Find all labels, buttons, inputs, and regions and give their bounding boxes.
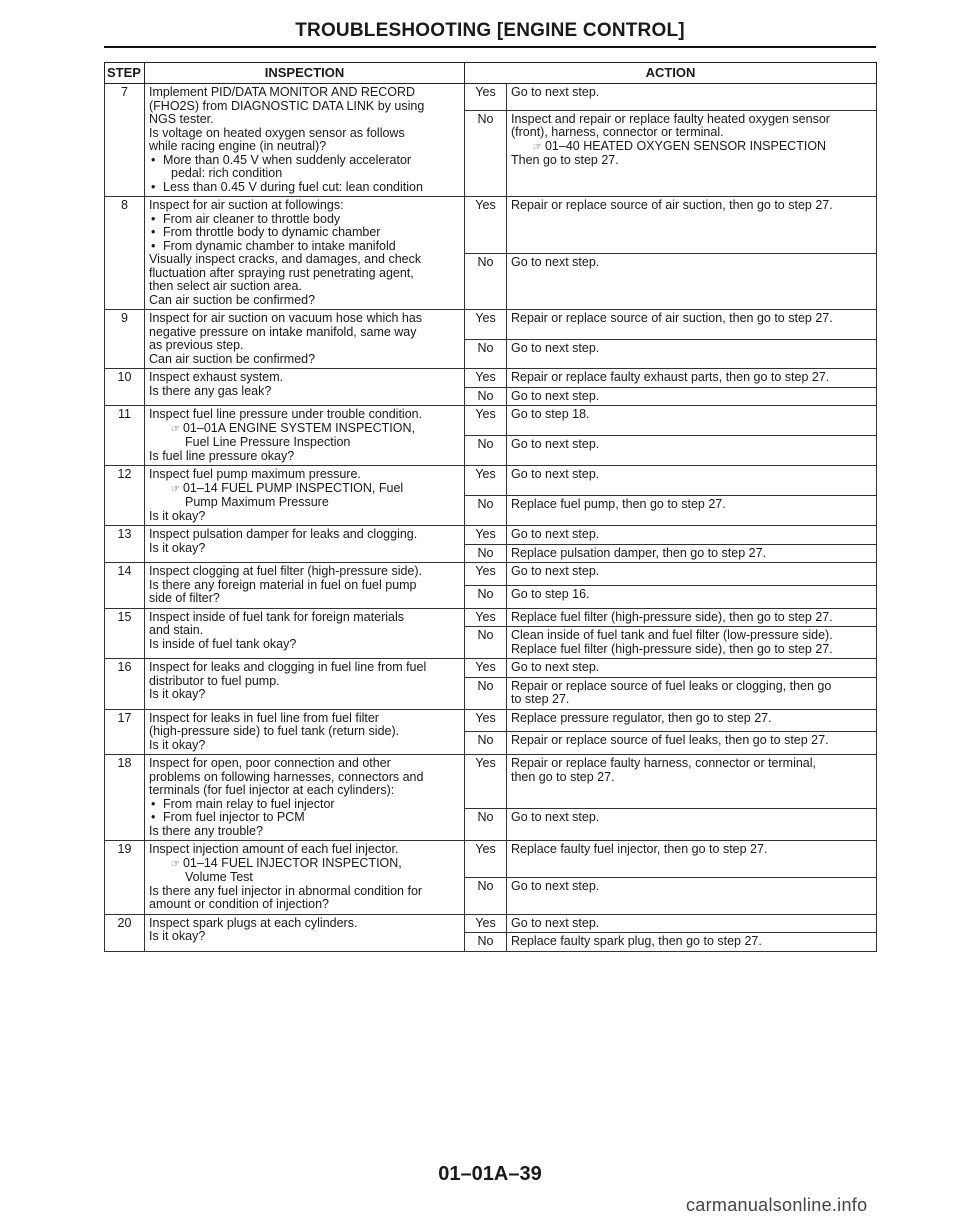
bullet-item xyxy=(149,240,460,254)
inspection-cell xyxy=(145,608,465,659)
inspection-cell xyxy=(145,659,465,710)
line-text: Is there any trouble? xyxy=(149,823,263,838)
answer-label: No xyxy=(465,877,507,914)
action-cell xyxy=(507,914,877,933)
action-cell xyxy=(507,677,877,709)
inspection-cell xyxy=(145,466,465,526)
watermark: carmanualsonline.info xyxy=(686,1195,868,1215)
line-text: Go to next step. xyxy=(511,85,600,99)
text-line xyxy=(511,643,872,657)
line-text: while racing engine (in neutral)? xyxy=(149,139,327,153)
table-row-step-13 xyxy=(105,526,877,545)
text-line xyxy=(511,312,872,326)
text-line xyxy=(511,342,872,356)
line-text: Inspect for leaks and clogging in fuel line from fuel xyxy=(149,660,427,674)
line-text: Replace fuel pump, then go to step 27. xyxy=(511,497,726,511)
text-line xyxy=(149,127,460,141)
text-line xyxy=(149,312,460,326)
line-text: Less than 0.45 V during fuel cut: lean condition xyxy=(163,179,423,194)
page-header: TROUBLESHOOTING [ENGINE CONTROL] xyxy=(295,20,685,41)
line-text: Clean inside of fuel tank and fuel filter (low-pressure side). xyxy=(511,628,833,642)
action-cell xyxy=(507,659,877,678)
line-text: (high-pressure side) to fuel tank (return side). xyxy=(149,724,400,738)
line-text: Go to step 16. xyxy=(511,586,590,601)
text-line xyxy=(511,693,872,707)
inspection-cell xyxy=(145,709,465,755)
table-row-step-19 xyxy=(105,841,877,878)
line-text: as previous step. xyxy=(149,338,244,352)
text-line xyxy=(149,784,460,798)
step-number: 9 xyxy=(105,310,145,369)
action-cell xyxy=(507,84,877,111)
line-text: Go to next step. xyxy=(511,810,600,825)
line-text: From air cleaner to throttle body xyxy=(163,211,341,226)
step-number: 15 xyxy=(105,608,145,659)
text-line xyxy=(149,385,460,399)
answer-label: No xyxy=(465,933,507,952)
text-line xyxy=(149,450,460,464)
line-text: Is inside of fuel tank okay? xyxy=(149,636,297,651)
step-number: 19 xyxy=(105,841,145,915)
table-row-step-20 xyxy=(105,914,877,933)
table-body xyxy=(105,84,877,952)
line-text: Is it okay? xyxy=(149,687,206,701)
text-line xyxy=(149,528,460,542)
action-cell xyxy=(507,387,877,406)
reference-arrow-icon: ☞ xyxy=(533,141,542,153)
answer-label: Yes xyxy=(465,709,507,732)
text-line xyxy=(511,611,872,625)
text-line xyxy=(149,353,460,367)
step-number: 7 xyxy=(105,84,145,197)
line-text: side of filter? xyxy=(149,591,220,605)
line-text: Repair or replace faulty exhaust parts, then go to step 27. xyxy=(511,370,830,384)
line-text: Inspect for leaks in fuel line from fuel filter xyxy=(149,710,379,725)
line-text: terminals (for fuel injector at each cylinders): xyxy=(149,783,395,797)
line-text: (FHO2S) from DIAGNOSTIC DATA LINK by using xyxy=(149,98,425,113)
text-line xyxy=(511,917,872,931)
answer-label: No xyxy=(465,544,507,563)
text-line xyxy=(149,280,460,294)
step-number: 13 xyxy=(105,526,145,563)
line-text: amount or condition of injection? xyxy=(149,897,329,911)
text-line xyxy=(149,871,460,885)
line-text: Pump Maximum Pressure xyxy=(185,495,329,509)
line-text: Is voltage on heated oxygen sensor as follows xyxy=(149,125,405,140)
step-number: 18 xyxy=(105,755,145,841)
answer-label: Yes xyxy=(465,841,507,878)
action-cell xyxy=(507,526,877,545)
inspection-cell xyxy=(145,84,465,197)
line-text: Repair or replace source of air suction, then go to step 27. xyxy=(511,311,833,325)
text-line xyxy=(149,86,460,100)
text-line xyxy=(149,339,460,353)
text-line xyxy=(511,199,872,213)
line-text: Replace fuel filter (high-pressure side), then go to step 27. xyxy=(511,641,833,656)
action-cell xyxy=(507,544,877,563)
text-line xyxy=(149,294,460,308)
text-line xyxy=(149,253,460,267)
line-text: Repair or replace source of fuel leaks, then go to step 27. xyxy=(511,733,829,748)
column-header-step: STEP xyxy=(105,63,145,84)
text-line xyxy=(149,771,460,785)
text-line xyxy=(149,436,460,450)
text-line xyxy=(511,86,872,100)
text-line xyxy=(149,843,460,857)
line-text: Go to next step. xyxy=(511,467,600,481)
reference-arrow-icon: ☞ xyxy=(171,423,180,435)
text-line xyxy=(149,712,460,726)
line-text: From fuel injector to PCM xyxy=(163,810,305,824)
line-text: Go to next step. xyxy=(511,388,600,403)
text-line xyxy=(511,498,872,512)
line-text: distributor to fuel pump. xyxy=(149,673,280,688)
text-line xyxy=(511,113,872,127)
line-text: Volume Test xyxy=(185,870,253,884)
answer-label: No xyxy=(465,339,507,369)
text-line xyxy=(149,592,460,606)
answer-label: No xyxy=(465,496,507,526)
action-cell xyxy=(507,110,877,196)
step-number: 14 xyxy=(105,563,145,609)
line-text: More than 0.45 V when suddenly accelerator xyxy=(163,152,412,167)
line-text: Go to next step. xyxy=(511,878,600,893)
table-row-step-8 xyxy=(105,197,877,254)
text-line xyxy=(149,885,460,899)
text-line xyxy=(511,734,872,748)
text-line xyxy=(149,661,460,675)
answer-label: Yes xyxy=(465,914,507,933)
text-line xyxy=(149,167,460,181)
answer-label: No xyxy=(465,732,507,755)
text-line xyxy=(149,100,460,114)
line-text: Is it okay? xyxy=(149,540,206,555)
text-line xyxy=(511,468,872,482)
header-rule xyxy=(104,46,876,48)
line-text: Go to next step. xyxy=(511,564,600,578)
text-line xyxy=(511,390,872,404)
text-line xyxy=(511,528,872,542)
text-line xyxy=(511,565,872,579)
answer-label: Yes xyxy=(465,659,507,678)
answer-label: No xyxy=(465,387,507,406)
text-line xyxy=(149,408,460,422)
step-number: 10 xyxy=(105,369,145,406)
action-cell xyxy=(507,585,877,608)
troubleshooting-table xyxy=(104,62,877,952)
line-text: Is it okay? xyxy=(149,929,206,943)
text-line xyxy=(149,898,460,912)
line-text: From throttle body to dynamic chamber xyxy=(163,225,381,239)
line-text: Go to next step. xyxy=(511,437,600,451)
line-text: Inspect for open, poor connection and other xyxy=(149,756,391,770)
text-line xyxy=(149,542,460,556)
step-number: 8 xyxy=(105,197,145,310)
table-row-step-18 xyxy=(105,755,877,809)
answer-label: No xyxy=(465,110,507,196)
action-cell xyxy=(507,809,877,841)
text-line xyxy=(149,267,460,281)
action-cell xyxy=(507,709,877,732)
reference-arrow-icon: ☞ xyxy=(171,858,180,870)
text-line xyxy=(511,935,872,949)
inspection-cell xyxy=(145,755,465,841)
action-cell xyxy=(507,755,877,809)
line-text: Go to next step. xyxy=(511,660,600,674)
line-text: From dynamic chamber to intake manifold xyxy=(163,238,396,253)
line-text: pedal: rich condition xyxy=(171,166,283,180)
text-line xyxy=(149,930,460,944)
text-line xyxy=(149,140,460,154)
table-row-step-16 xyxy=(105,659,877,678)
line-text: Can air suction be confirmed? xyxy=(149,351,316,366)
action-cell xyxy=(507,197,877,254)
text-line xyxy=(511,680,872,694)
answer-label: No xyxy=(465,253,507,310)
text-line xyxy=(511,629,872,643)
action-cell xyxy=(507,608,877,627)
step-number: 16 xyxy=(105,659,145,710)
bullet-item xyxy=(149,226,460,240)
line-text: 01–40 HEATED OXYGEN SENSOR INSPECTION xyxy=(544,138,827,153)
line-text: Is there any gas leak? xyxy=(149,383,272,398)
action-cell xyxy=(507,496,877,526)
line-text: Inspect injection amount of each fuel injector. xyxy=(149,842,399,856)
text-line xyxy=(149,688,460,702)
text-line xyxy=(149,917,460,931)
line-text: negative pressure on intake manifold, same way xyxy=(149,324,417,339)
line-text: Visually inspect cracks, and damages, and check xyxy=(149,252,422,266)
line-text: and stain. xyxy=(149,623,204,637)
action-cell xyxy=(507,466,877,496)
reference-line xyxy=(511,140,872,155)
text-line xyxy=(511,154,872,168)
reference-line xyxy=(149,422,460,437)
inspection-cell xyxy=(145,197,465,310)
step-number: 20 xyxy=(105,914,145,951)
table-row-step-10 xyxy=(105,369,877,388)
line-text: NGS tester. xyxy=(149,112,214,126)
text-line xyxy=(149,725,460,739)
line-text: Inspect inside of fuel tank for foreign materials xyxy=(149,609,404,624)
column-header-action: ACTION xyxy=(465,63,877,84)
answer-label: Yes xyxy=(465,608,507,627)
step-number: 17 xyxy=(105,709,145,755)
text-line xyxy=(511,811,872,825)
line-text: Go to next step. xyxy=(511,915,600,930)
line-text: Repair or replace source of fuel leaks or clogging, then go xyxy=(511,678,832,693)
action-cell xyxy=(507,436,877,466)
text-line xyxy=(149,675,460,689)
answer-label: No xyxy=(465,809,507,841)
action-cell xyxy=(507,563,877,586)
line-text: problems on following harnesses, connectors and xyxy=(149,769,424,784)
action-cell xyxy=(507,406,877,436)
action-cell xyxy=(507,310,877,340)
text-line xyxy=(511,880,872,894)
answer-label: Yes xyxy=(465,755,507,809)
answer-label: No xyxy=(465,677,507,709)
answer-label: Yes xyxy=(465,526,507,545)
line-text: to step 27. xyxy=(511,692,570,706)
text-line xyxy=(511,408,872,422)
line-text: Can air suction be confirmed? xyxy=(149,292,316,307)
line-text: Go to step 18. xyxy=(511,407,590,421)
inspection-cell xyxy=(145,526,465,563)
reference-line xyxy=(149,857,460,872)
line-text: Inspect clogging at fuel filter (high-pressure side). xyxy=(149,564,423,578)
reference-line xyxy=(149,482,460,497)
bullet-item xyxy=(149,154,460,168)
text-line xyxy=(149,496,460,510)
line-text: Replace faulty fuel injector, then go to step 27. xyxy=(511,842,768,856)
line-text: then go to step 27. xyxy=(511,769,615,784)
line-text: Inspect for air suction at followings: xyxy=(149,198,344,212)
line-text: Replace pulsation damper, then go to step 27. xyxy=(511,545,767,560)
bullet-item xyxy=(149,798,460,812)
answer-label: Yes xyxy=(465,369,507,388)
table-row-step-7 xyxy=(105,84,877,111)
table-row-step-15 xyxy=(105,608,877,627)
text-line xyxy=(149,624,460,638)
line-text: (front), harness, connector or terminal. xyxy=(511,125,724,140)
inspection-cell xyxy=(145,563,465,609)
action-cell xyxy=(507,877,877,914)
action-cell xyxy=(507,627,877,659)
line-text: Inspect fuel pump maximum pressure. xyxy=(149,467,361,481)
line-text: Then go to step 27. xyxy=(511,153,619,168)
table-row-step-14 xyxy=(105,563,877,586)
bullet-item xyxy=(149,811,460,825)
line-text: Inspect pulsation damper for leaks and clogging. xyxy=(149,527,418,541)
line-text: Repair or replace source of air suction, then go to step 27. xyxy=(511,198,833,212)
answer-label: Yes xyxy=(465,406,507,436)
line-text: Is it okay? xyxy=(149,737,206,752)
line-text: Is it okay? xyxy=(149,508,206,523)
text-line xyxy=(511,712,872,726)
bullet-item xyxy=(149,213,460,227)
text-line xyxy=(149,565,460,579)
answer-label: Yes xyxy=(465,563,507,586)
text-line xyxy=(149,757,460,771)
text-line xyxy=(149,611,460,625)
line-text: Is there any foreign material in fuel on fuel pump xyxy=(149,577,417,592)
answer-label: Yes xyxy=(465,310,507,340)
text-line xyxy=(149,199,460,213)
line-text: Is fuel line pressure okay? xyxy=(149,448,295,463)
text-line xyxy=(511,256,872,270)
text-line xyxy=(511,438,872,452)
line-text: 01–01A ENGINE SYSTEM INSPECTION, xyxy=(182,420,415,435)
line-text: Replace faulty spark plug, then go to step 27. xyxy=(511,934,762,948)
step-number: 12 xyxy=(105,466,145,526)
answer-label: Yes xyxy=(465,466,507,496)
text-line xyxy=(511,371,872,385)
line-text: 01–14 FUEL PUMP INSPECTION, Fuel xyxy=(182,480,404,495)
answer-label: Yes xyxy=(465,84,507,111)
text-line xyxy=(511,547,872,561)
line-text: Inspect for air suction on vacuum hose which has xyxy=(149,311,423,325)
line-text: Replace pressure regulator, then go to step 27. xyxy=(511,710,772,725)
answer-label: Yes xyxy=(465,197,507,254)
line-text: Go to next step. xyxy=(511,340,600,355)
table-header-row xyxy=(105,63,877,84)
line-text: then select air suction area. xyxy=(149,279,302,293)
text-line xyxy=(511,757,872,771)
text-line xyxy=(511,661,872,675)
line-text: Go to next step. xyxy=(511,527,600,541)
reference-arrow-icon: ☞ xyxy=(171,483,180,495)
table-row-step-17 xyxy=(105,709,877,732)
line-text: Go to next step. xyxy=(511,254,600,269)
answer-label: No xyxy=(465,585,507,608)
answer-label: No xyxy=(465,627,507,659)
text-line xyxy=(149,510,460,524)
line-text: 01–14 FUEL INJECTOR INSPECTION, xyxy=(182,855,402,870)
answer-label: No xyxy=(465,436,507,466)
line-text: Inspect spark plugs at each cylinders. xyxy=(149,915,358,930)
line-text: Is there any fuel injector in abnormal condition for xyxy=(149,883,423,898)
table-row-step-9 xyxy=(105,310,877,340)
action-cell xyxy=(507,339,877,369)
column-header-inspection: INSPECTION xyxy=(145,63,465,84)
line-text: Fuel Line Pressure Inspection xyxy=(185,435,351,449)
text-line xyxy=(511,588,872,602)
line-text: Inspect and repair or replace faulty heated oxygen sensor xyxy=(511,111,830,126)
action-cell xyxy=(507,369,877,388)
text-line xyxy=(149,468,460,482)
text-line xyxy=(511,843,872,857)
bullet-item xyxy=(149,181,460,195)
text-line xyxy=(149,579,460,593)
line-text: fluctuation after spraying rust penetrating agent, xyxy=(149,265,414,280)
table-row-step-12 xyxy=(105,466,877,496)
inspection-cell xyxy=(145,914,465,951)
text-line xyxy=(511,771,872,785)
action-cell xyxy=(507,841,877,878)
action-cell xyxy=(507,933,877,952)
step-number: 11 xyxy=(105,406,145,466)
inspection-cell xyxy=(145,369,465,406)
line-text: Inspect exhaust system. xyxy=(149,370,284,384)
text-line xyxy=(149,638,460,652)
text-line xyxy=(149,825,460,839)
text-line xyxy=(149,113,460,127)
text-line xyxy=(511,126,872,140)
inspection-cell xyxy=(145,841,465,915)
line-text: Implement PID/DATA MONITOR AND RECORD xyxy=(149,85,416,99)
action-cell xyxy=(507,732,877,755)
line-text: Inspect fuel line pressure under trouble condition. xyxy=(149,407,423,421)
line-text: Repair or replace faulty harness, connector or terminal, xyxy=(511,756,817,770)
page-number: 01–01A–39 xyxy=(438,1163,542,1185)
text-line xyxy=(149,371,460,385)
action-cell xyxy=(507,253,877,310)
text-line xyxy=(149,326,460,340)
line-text: Replace fuel filter (high-pressure side), then go to step 27. xyxy=(511,609,833,624)
text-line xyxy=(149,739,460,753)
inspection-cell xyxy=(145,310,465,369)
line-text: From main relay to fuel injector xyxy=(163,796,335,811)
inspection-cell xyxy=(145,406,465,466)
table-row-step-11 xyxy=(105,406,877,436)
